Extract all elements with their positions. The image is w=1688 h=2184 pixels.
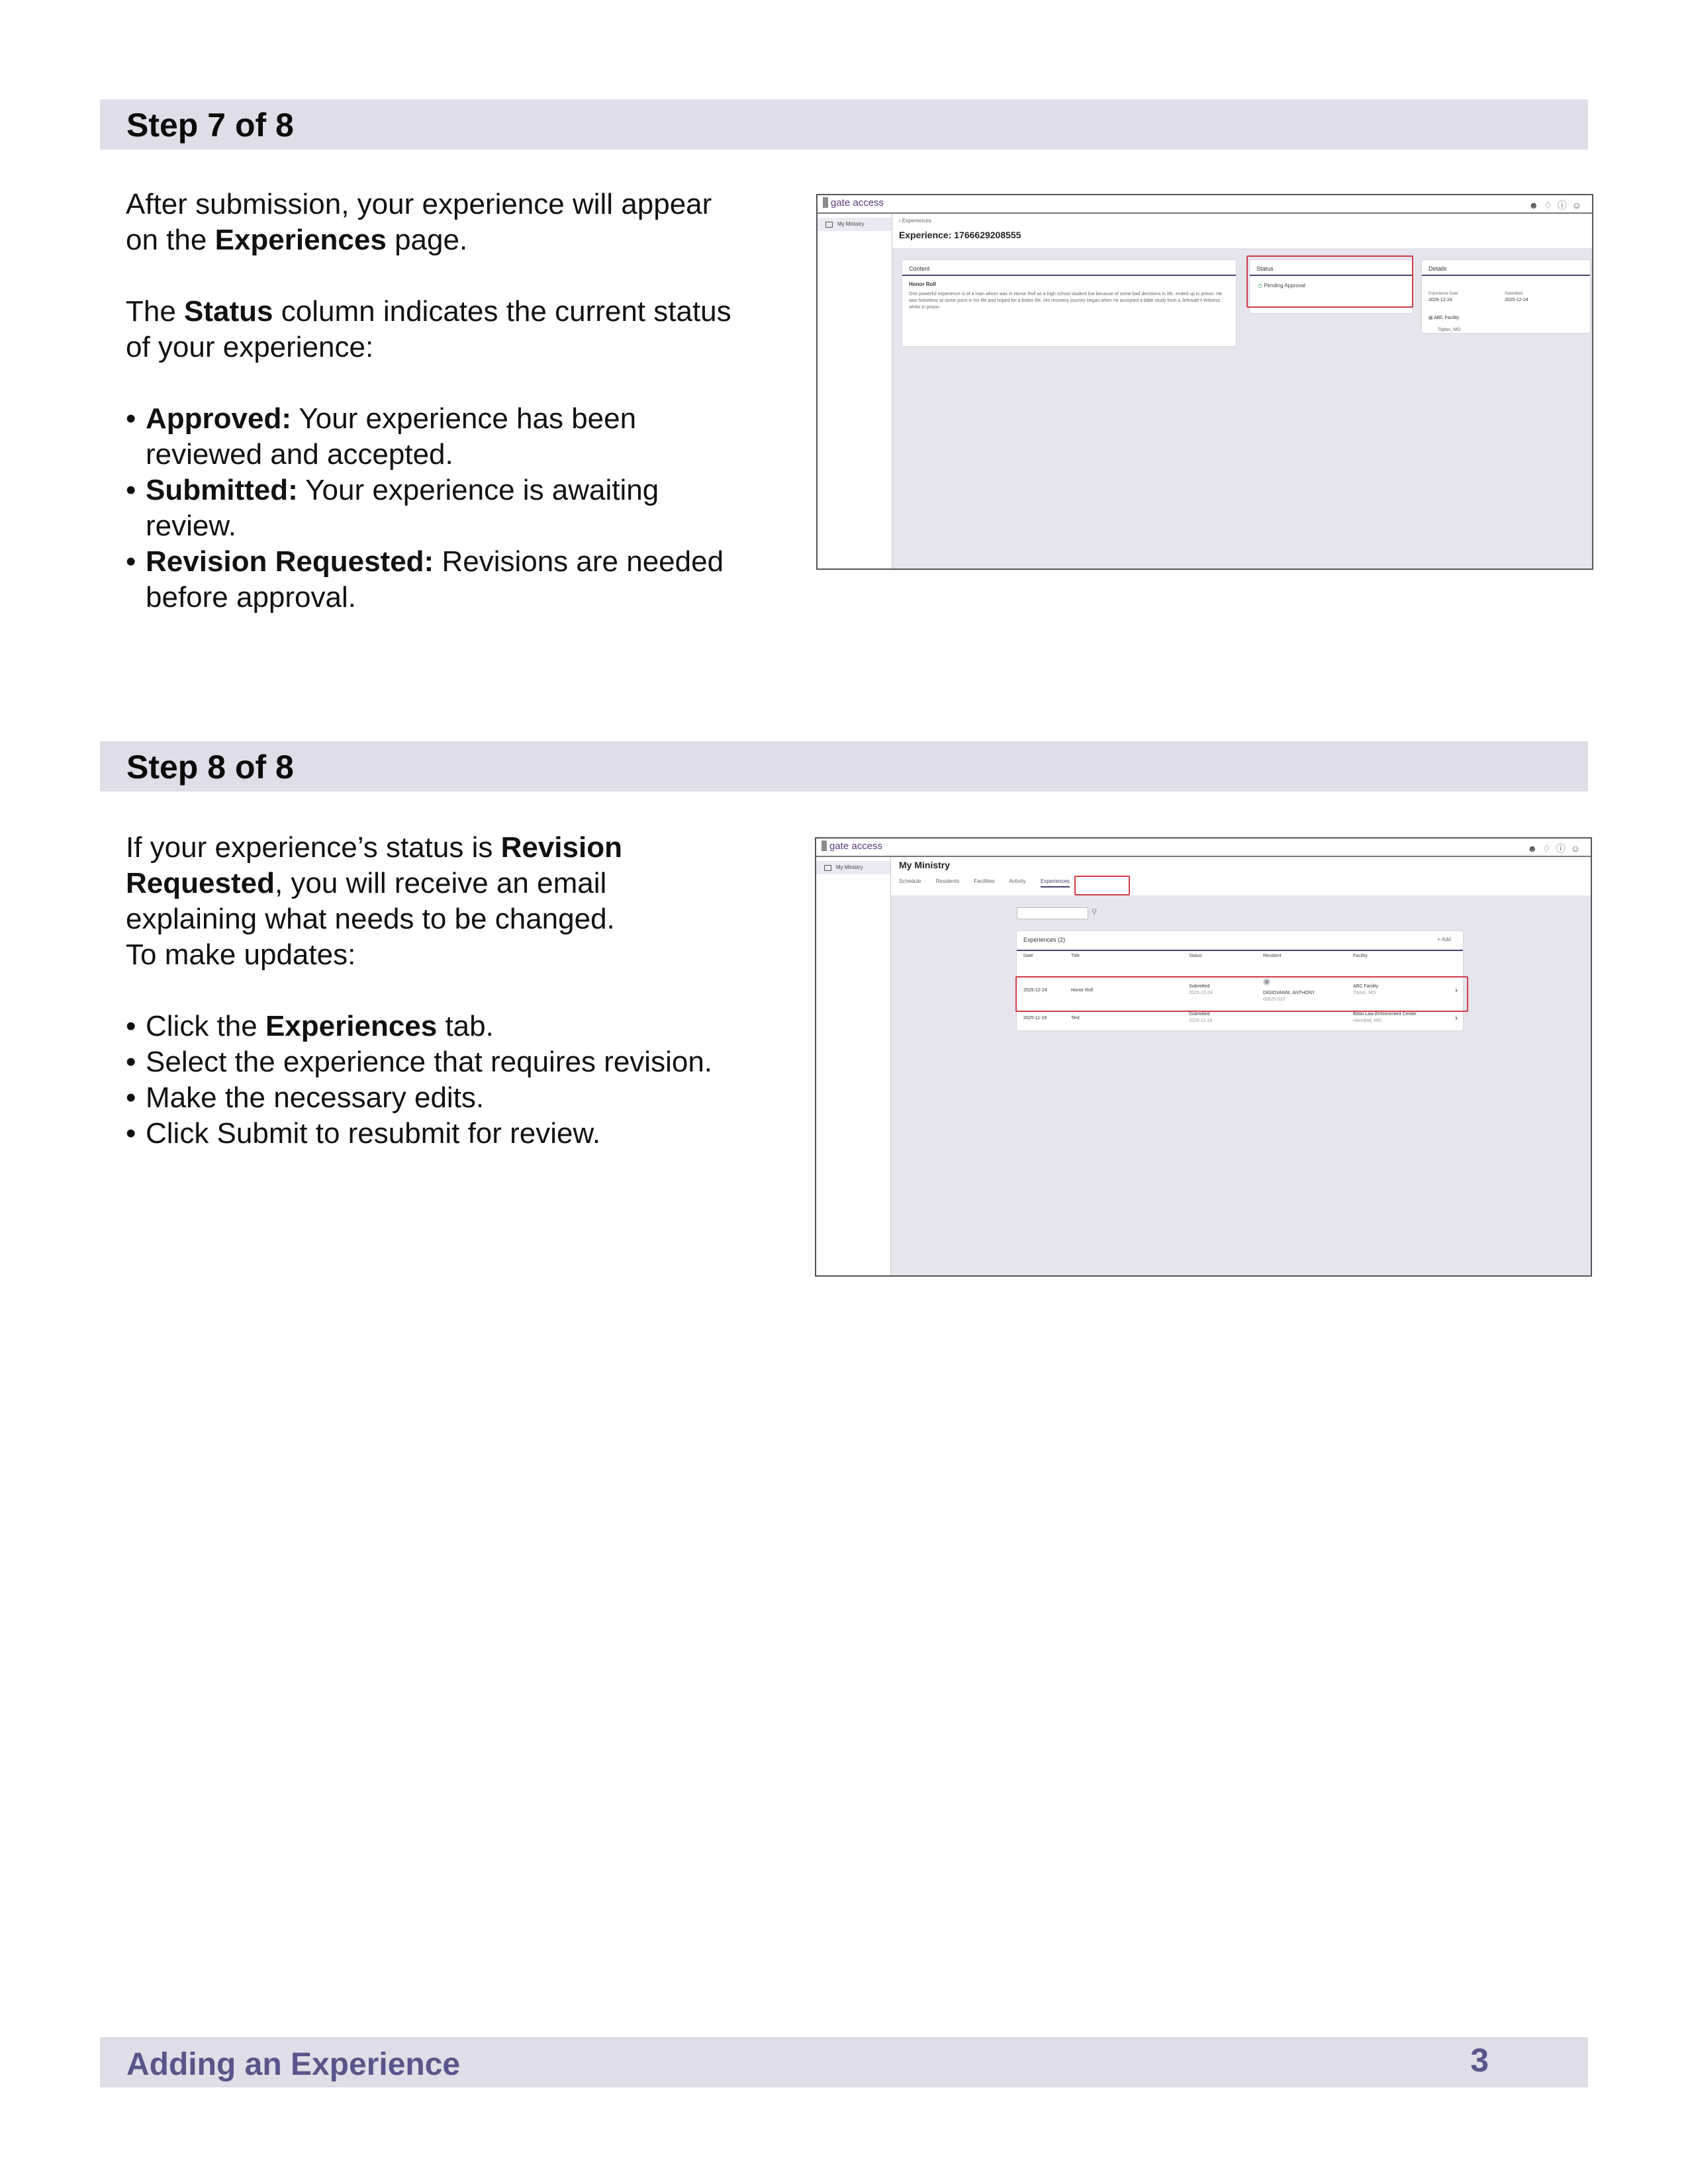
my-ministry-screenshot (815, 837, 1592, 1277)
add-button[interactable]: + Add (1437, 936, 1451, 942)
app-sidebar (816, 857, 891, 1275)
breadcrumb[interactable]: ‹ Experiences (899, 218, 931, 224)
content-card (902, 260, 1236, 346)
list-item: • Approved: Your experience has been reviewed and accepted. (126, 401, 741, 473)
app-topbar (816, 839, 1591, 857)
bell-icon[interactable]: ♢ (1544, 200, 1558, 210)
page-header (892, 214, 1592, 248)
gate-access-logo: gate access (821, 841, 882, 852)
search-icon[interactable]: ⚲ (1092, 908, 1098, 916)
row-highlight-box (1015, 976, 1468, 1012)
footer-title: Adding an Experience (126, 2047, 461, 2082)
table-title: Experiences (2) (1023, 936, 1066, 943)
facility-info: ▦ ABC Facility Tipton, MO (1429, 316, 1461, 332)
table-row[interactable]: 2025-12-24 Honor Roll Submitted 2025-12-24 ◉ DIGIOVANNI, ANTHONY 00620-537 ABC Facility Tipton, MO › (1023, 976, 1458, 1002)
topbar-icons (1528, 199, 1587, 212)
main-area (892, 214, 1592, 569)
tab-residents[interactable]: Residents (935, 878, 960, 884)
step7-paragraph-2: The Status column indicates the current status of your experience: (126, 295, 731, 363)
sidebar-item-my-ministry[interactable]: My Ministry (818, 218, 892, 231)
clock-icon: ◷ (1258, 283, 1264, 289)
experience-detail-screenshot (816, 194, 1593, 570)
main-area (891, 857, 1591, 1275)
page-title: My Ministry (899, 860, 951, 870)
page-title: Experience: 1766629208555 (899, 230, 1021, 240)
step8-header-band (100, 741, 1588, 792)
tab-facilities[interactable]: Facilities (974, 878, 995, 884)
chevron-right-icon[interactable]: › (1455, 985, 1458, 995)
step7-paragraph-1: After submission, your experience will appear on the Experiences page. (126, 188, 712, 256)
experience-date: Experience Date 2025-12-24 (1429, 292, 1458, 302)
step8-heading: Step 8 of 8 (126, 749, 294, 786)
table-header-row: Date Title Status Resident Facility (1023, 954, 1368, 958)
status-list (126, 401, 741, 615)
content-body: One powerful experience is of a man whom was in Honor Roll as a high school student but because of some bad decisions in life, ended up in prison. He was homeless at some point in his life and hoped for a better life. His recovery journey began when he accepted a bible study from a Jehovah's Witness whilst in prison. (909, 292, 1223, 310)
chevron-left-icon: ‹ (899, 218, 902, 224)
bell-icon[interactable]: ♢ (1542, 843, 1556, 854)
footer-band (100, 2037, 1588, 2087)
building-icon: ▦ (1429, 316, 1434, 320)
list-item: • Click the Experiences tab. (126, 1009, 741, 1044)
status-card-header: Status (1250, 260, 1412, 276)
help-icon[interactable]: ⓘ (1557, 200, 1572, 210)
users-icon[interactable]: ☻ (1527, 843, 1543, 854)
step8-paragraph-1: If your experience’s status is Revision Requested, you will receive an email explaining what needs to be changed. To make updates: (126, 831, 622, 971)
list-item: • Select the experience that requires revision. (126, 1044, 741, 1080)
page-number: 3 (1470, 2042, 1489, 2079)
users-icon[interactable]: ☻ (1528, 200, 1544, 210)
details-card (1422, 260, 1590, 333)
tab-schedule[interactable]: Schedule (899, 878, 921, 884)
update-steps-list (126, 1009, 741, 1152)
topbar-icons (1527, 842, 1585, 855)
list-item: • Click Submit to resubmit for review. (126, 1116, 741, 1152)
avatar: ◉ (1263, 976, 1271, 986)
tab-activity[interactable]: Activity (1009, 878, 1026, 884)
avatar-icon[interactable]: ☺ (1571, 200, 1587, 210)
app-sidebar (818, 214, 892, 569)
content-card-header: Content (902, 260, 1236, 276)
status-highlight-box (1246, 255, 1413, 308)
submitted-date: Submitted 2025-12-24 (1505, 292, 1528, 302)
help-icon[interactable]: ⓘ (1556, 843, 1571, 854)
content-title: Honor Roll (909, 281, 936, 287)
page-header (891, 857, 1591, 895)
tab-experiences[interactable]: Experiences (1041, 878, 1070, 887)
step7-header-band (100, 99, 1588, 150)
search-input[interactable] (1017, 907, 1088, 919)
step7-text (126, 187, 741, 615)
gate-access-logo: gate access (823, 197, 884, 208)
tab-bar (899, 878, 1070, 884)
app-topbar (818, 195, 1592, 214)
status-value: ◷ Pending Approval (1258, 283, 1305, 289)
sidebar-item-my-ministry[interactable]: My Ministry (816, 861, 890, 874)
details-card-header: Details (1422, 260, 1590, 276)
step7-heading: Step 7 of 8 (126, 107, 294, 144)
table-row[interactable]: 2025-11-18 Test Submitted 2025-11-18 Bilski Law Enforcement Center Hannibal, MO › (1023, 1012, 1458, 1023)
avatar-icon[interactable]: ☺ (1570, 843, 1585, 854)
list-item: • Revision Requested: Revisions are needed before approval. (126, 544, 741, 615)
step8-text (126, 830, 741, 1152)
list-item: • Make the necessary edits. (126, 1080, 741, 1116)
chevron-right-icon[interactable]: › (1455, 1013, 1458, 1023)
experiences-tab-highlight-box (1074, 876, 1130, 895)
list-item: • Submitted: Your experience is awaiting review. (126, 473, 741, 544)
